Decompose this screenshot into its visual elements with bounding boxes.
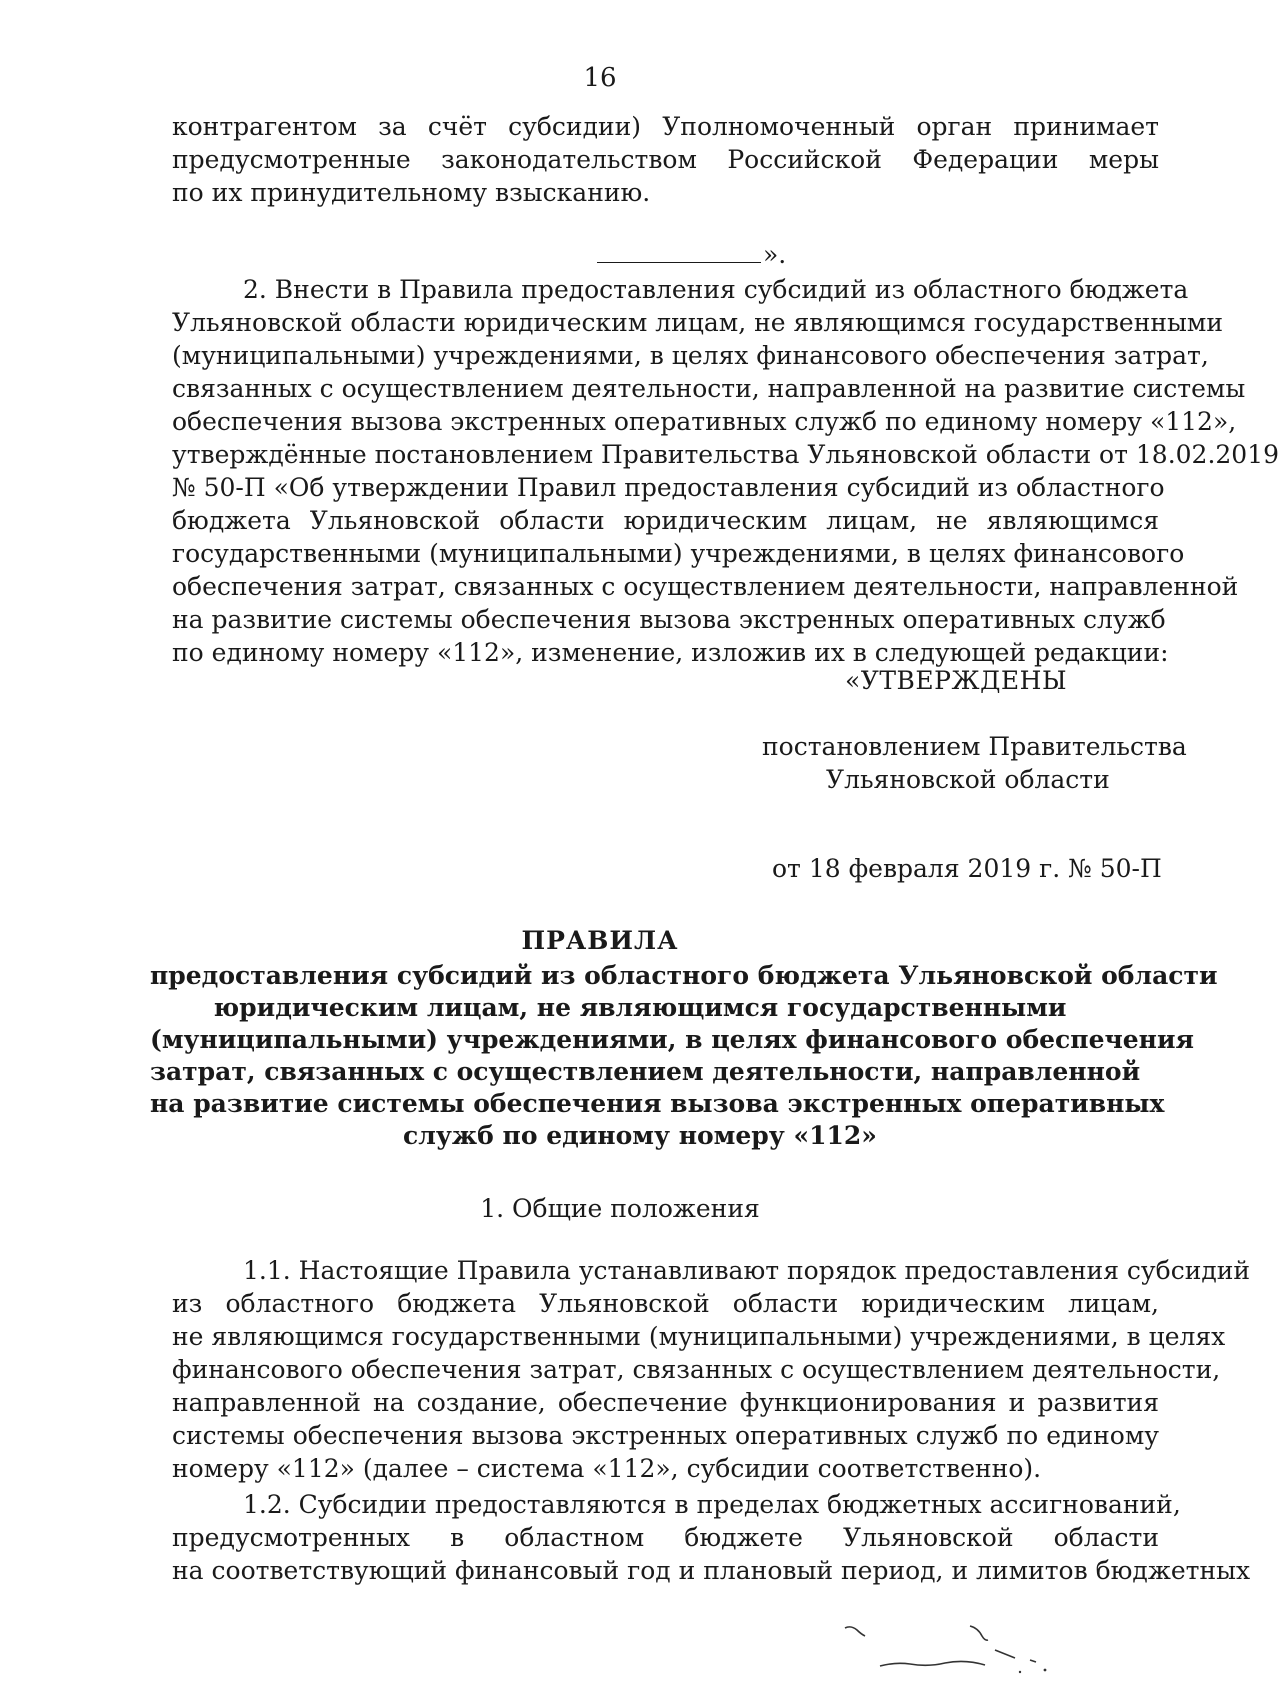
text-line: из областного бюджета Ульяновской области юридическим лицам, bbox=[172, 1289, 1159, 1318]
quote-close bbox=[597, 238, 786, 271]
text-line: финансового обеспечения затрат, связанных с осуществлением деятельности, bbox=[172, 1355, 1221, 1384]
text-line: не являющимся государственными (муниципальными) учреждениями, в целях bbox=[172, 1322, 1226, 1351]
text-line: государственными (муниципальными) учреждениями, в целях финансового bbox=[172, 539, 1185, 568]
text-line: связанных с осуществлением деятельности, направленной на развитие системы bbox=[172, 374, 1246, 403]
text-line: номеру «112» (далее – система «112», субсидии соответственно). bbox=[172, 1454, 1042, 1483]
text-line: контрагентом за счёт субсидии) Уполномоченный орган принимает bbox=[172, 112, 1159, 141]
subtitle-line: (муниципальными) учреждениями, в целях финансового обеспечения bbox=[150, 1025, 1194, 1054]
text-line: 2. Внести в Правила предоставления субсидий из областного бюджета bbox=[243, 275, 1189, 304]
section-heading: 1. Общие положения bbox=[480, 1194, 760, 1223]
rules-subtitle bbox=[150, 960, 1218, 1152]
handwritten-marks bbox=[820, 1620, 1070, 1680]
subtitle-line: затрат, связанных с осуществлением деятельности, направленной bbox=[150, 1057, 1141, 1086]
text-line: по их принудительному взысканию. bbox=[172, 178, 651, 207]
text-line: на соответствующий финансовый год и плановый период, и лимитов бюджетных bbox=[172, 1556, 1251, 1585]
subtitle-line: предоставления субсидий из областного бюджета Ульяновской области bbox=[150, 961, 1218, 990]
subtitle-line: служб по единому номеру «112» bbox=[403, 1121, 877, 1150]
text-line: Ульяновской области юридическим лицам, не являющимся государственными bbox=[172, 308, 1224, 337]
quote-close-mark: ». bbox=[763, 240, 787, 269]
rules-title: ПРАВИЛА bbox=[521, 926, 679, 955]
approved-by-line: постановлением Правительства bbox=[762, 732, 1187, 761]
text-line: системы обеспечения вызова экстренных оперативных служб по единому bbox=[172, 1421, 1159, 1450]
subtitle-line: юридическим лицам, не являющимся государственными bbox=[213, 993, 1067, 1022]
text-line: обеспечения затрат, связанных с осуществлением деятельности, направленной bbox=[172, 572, 1239, 601]
text-line: предусмотренные законодательством Российской Федерации меры bbox=[172, 145, 1159, 174]
text-line: 1.1. Настоящие Правила устанавливают порядок предоставления субсидий bbox=[243, 1256, 1251, 1285]
approved-by-line: Ульяновской области bbox=[826, 765, 1110, 794]
paragraph-1-2 bbox=[172, 1488, 1251, 1587]
amendment-paragraph bbox=[172, 273, 1279, 669]
paragraph-1-1 bbox=[172, 1254, 1251, 1485]
text-line: 1.2. Субсидии предоставляются в пределах бюджетных ассигнований, bbox=[243, 1490, 1181, 1519]
approved-date: от 18 февраля 2019 г. № 50-П bbox=[772, 854, 1162, 883]
text-line: по единому номеру «112», изменение, изложив их в следующей редакции: bbox=[172, 638, 1169, 667]
text-line: обеспечения вызова экстренных оперативных служб по единому номеру «112», bbox=[172, 407, 1237, 436]
underline-rule bbox=[597, 240, 761, 263]
subtitle-line: на развитие системы обеспечения вызова экстренных оперативных bbox=[150, 1089, 1165, 1118]
continuation-paragraph bbox=[172, 110, 1159, 209]
text-line: бюджета Ульяновской области юридическим лицам, не являющимся bbox=[172, 506, 1159, 535]
text-line: утверждённые постановлением Правительства Ульяновской области от 18.02.2019 bbox=[172, 440, 1279, 469]
approved-stamp-heading: «УТВЕРЖДЕНЫ bbox=[845, 666, 1068, 695]
text-line: направленной на создание, обеспечение функционирования и развития bbox=[172, 1388, 1159, 1417]
text-line: (муниципальными) учреждениями, в целях финансового обеспечения затрат, bbox=[172, 341, 1209, 370]
text-line: на развитие системы обеспечения вызова экстренных оперативных служб bbox=[172, 605, 1166, 634]
page-number: 16 bbox=[583, 63, 617, 93]
text-line: предусмотренных в областном бюджете Ульяновской области bbox=[172, 1523, 1159, 1552]
text-line: № 50-П «Об утверждении Правил предоставления субсидий из областного bbox=[172, 473, 1165, 502]
